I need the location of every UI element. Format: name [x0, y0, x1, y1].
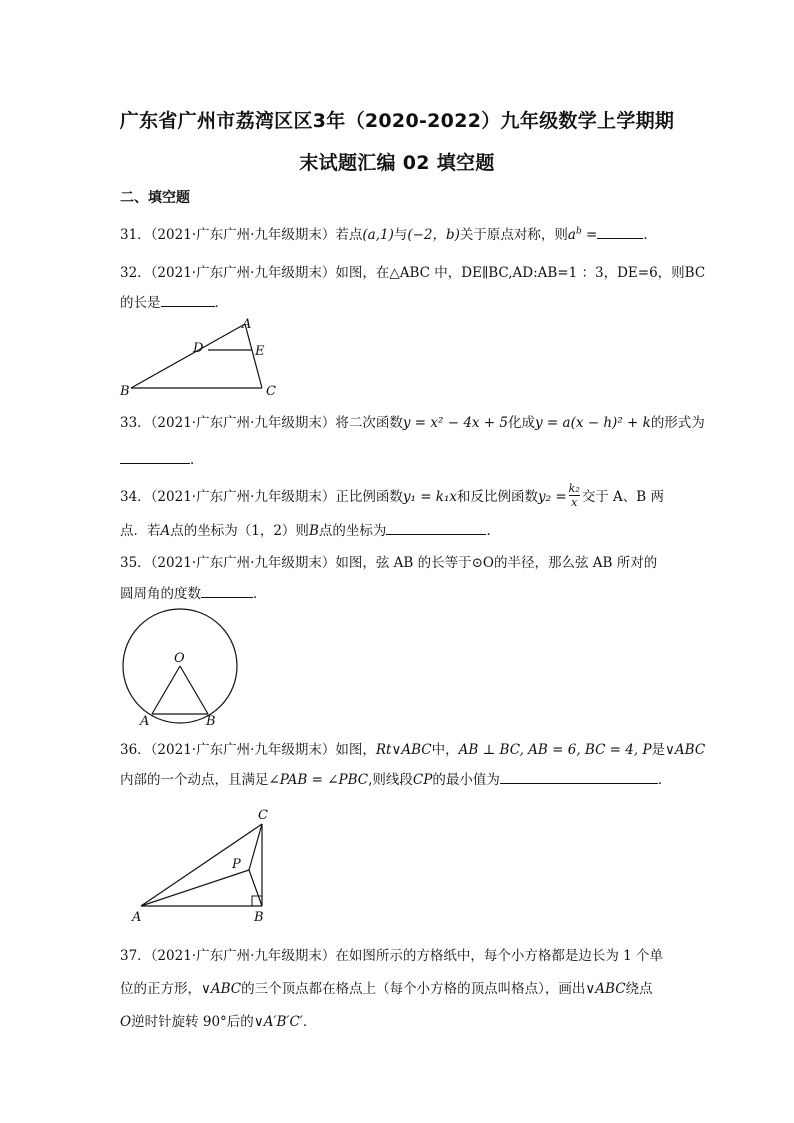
question-32-line1: 32．（2021·广东广州·九年级期末）如图，在△ABC 中，DE∥BC,AD:AB=1 ：3，DE=6，则BC: [120, 265, 706, 281]
question-32-line2: [120, 291, 228, 311]
q32-label-e: E: [255, 344, 265, 359]
q34-fraction-denominator: x: [571, 496, 578, 509]
q32-label-c: C: [266, 384, 276, 399]
question-36-line2: [120, 768, 671, 788]
q36-prefix: 36．（2021·广东广州·九年级期末）如图，: [120, 742, 376, 758]
q36-segment: CP: [412, 772, 433, 788]
q34-end: .: [486, 523, 491, 539]
q36-label-a: A: [132, 910, 142, 925]
q34-prefix: 34．（2021·广东广州·九年级期末）正比例函数: [120, 489, 403, 505]
q35-label-b: B: [206, 714, 216, 728]
q35-end: ．: [253, 586, 267, 602]
q32-triangle-figure: [110, 312, 290, 402]
q34-line2-b: 点的坐标为（1，2）则: [170, 523, 309, 539]
q32-answer-blank[interactable]: [161, 292, 215, 307]
q35-radius-ob: [180, 666, 208, 714]
q36-segment-ap: [141, 870, 249, 906]
q32-end: ．: [214, 295, 228, 311]
question-37-line3: [120, 1010, 316, 1030]
q37-point-o: O: [120, 1014, 132, 1030]
q31-post: 关于原点对称，则: [459, 227, 568, 243]
q36-label-b: B: [254, 910, 264, 925]
q33-function1: y = x² − 4x + 5: [402, 415, 509, 431]
question-37-line1: 37．（2021·广东广州·九年级期末）在如图所示的方格纸中，每个小方格都是边长为 1 个单: [120, 948, 664, 964]
q36-end: ．: [657, 772, 672, 788]
q35-label-a: A: [140, 714, 150, 728]
q33-mid: 化成: [508, 415, 536, 431]
question-35-line2: [120, 582, 267, 602]
q37-triangle3: ∨A′B′C′: [253, 1014, 303, 1030]
q36-mid: 中，: [431, 742, 459, 758]
q31-answer-blank[interactable]: [597, 224, 643, 239]
q37-line2-c: 绕点: [625, 981, 653, 997]
question-35-line1: 35．（2021·广东广州·九年级期末）如图，弦 AB 的长等于⊙O的半径，那么弦 AB 所对的: [120, 555, 658, 571]
q36-angle-condition: ∠PAB = ∠PBC: [268, 772, 369, 788]
q31-point2: (−2，b): [407, 227, 460, 243]
q35-answer-blank[interactable]: [201, 583, 253, 598]
question-31: [120, 223, 657, 243]
q34-post: 交于 A、B 两: [581, 489, 665, 505]
q37-line3-b: 逆时针旋转 90°后的: [131, 1014, 254, 1030]
q36-line2-c: 的最小值为: [432, 772, 500, 788]
q34-fraction: [569, 482, 580, 509]
q34-fraction-numerator: k₂: [568, 482, 580, 495]
q33-prefix: 33．（2021·广东广州·九年级期末）将二次函数: [120, 415, 403, 431]
q33-post: 的形式为: [650, 415, 705, 431]
q36-post: 是: [651, 742, 666, 758]
q34-function1: y₁ = k₁x: [402, 489, 458, 505]
section-heading: 二、填空题: [120, 190, 190, 206]
page-title-line2: 末试题汇编 02 填空题: [299, 152, 495, 174]
q31-point1: (a,1): [362, 227, 394, 243]
q34-line2-c: 点的坐标为: [318, 523, 387, 539]
q35-circle-figure: [118, 604, 242, 728]
q36-triangle-figure: [128, 804, 278, 926]
q31-equals: =: [581, 227, 598, 243]
q36-label-c: C: [258, 808, 268, 823]
q36-label-p: P: [232, 857, 241, 872]
q37-triangle2: ∨ABC: [585, 981, 626, 997]
q36-triangle: Rt∨ABC: [375, 742, 432, 758]
q33-end: ．: [190, 452, 204, 468]
q34-point-b: B: [308, 523, 319, 539]
question-37-line2: [120, 977, 653, 997]
question-34-line2: [120, 519, 491, 539]
q31-end: ．: [643, 227, 657, 243]
q34-line2-a: 点．若: [120, 523, 161, 539]
q36-conditions: AB ⊥ BC, AB = 6, BC = 4, P: [458, 742, 652, 758]
q34-point-a: A: [160, 523, 171, 539]
q36-side-ac: [141, 824, 262, 906]
q37-line2-b: 的三个顶点都在格点上（每个小方格的顶点叫格点），画出: [241, 981, 586, 997]
q32-label-d: D: [193, 341, 204, 356]
q31-mid: 与: [393, 227, 408, 243]
question-33-line1: [120, 411, 705, 431]
q35-line2-text: 圆周角的度数: [120, 586, 201, 602]
page-title-line1: 广东省广州市荔湾区区3年（2020-2022）九年级数学上学期期: [119, 110, 675, 132]
q32-label-b: B: [120, 384, 130, 399]
q32-side-ba: [131, 324, 245, 388]
q32-line2-text: 的长是: [120, 295, 161, 311]
question-34-line1: [120, 484, 664, 511]
q37-line3-c: ．: [302, 1014, 317, 1030]
q36-line2-a: 内部的一个动点，且满足: [120, 772, 269, 788]
q37-line2-a: 位的正方形，: [120, 981, 201, 997]
q33-answer-blank[interactable]: [120, 449, 190, 464]
q36-line2-b: ,则线段: [368, 772, 413, 788]
q36-answer-blank[interactable]: [500, 769, 658, 784]
question-36-line1: [120, 738, 705, 758]
q35-radius-oa: [152, 666, 180, 714]
q34-answer-blank[interactable]: [386, 520, 486, 535]
q36-segment-pb: [249, 870, 262, 906]
q34-function2: y₂ =: [538, 489, 567, 505]
q32-label-a: A: [242, 317, 252, 332]
q33-function2: y = a(x − h)² + k: [535, 415, 651, 431]
q31-prefix: 31．（2021·广东广州·九年级期末）若点: [120, 227, 363, 243]
q37-triangle: ∨ABC: [201, 981, 242, 997]
q35-label-o: O: [174, 651, 185, 666]
q34-mid: 和反比例函数: [457, 489, 539, 505]
q31-exponent: b: [575, 226, 582, 237]
q36-triangle2: ∨ABC: [665, 742, 706, 758]
question-33-line2: [120, 448, 204, 468]
q31-expr: a: [567, 227, 576, 243]
